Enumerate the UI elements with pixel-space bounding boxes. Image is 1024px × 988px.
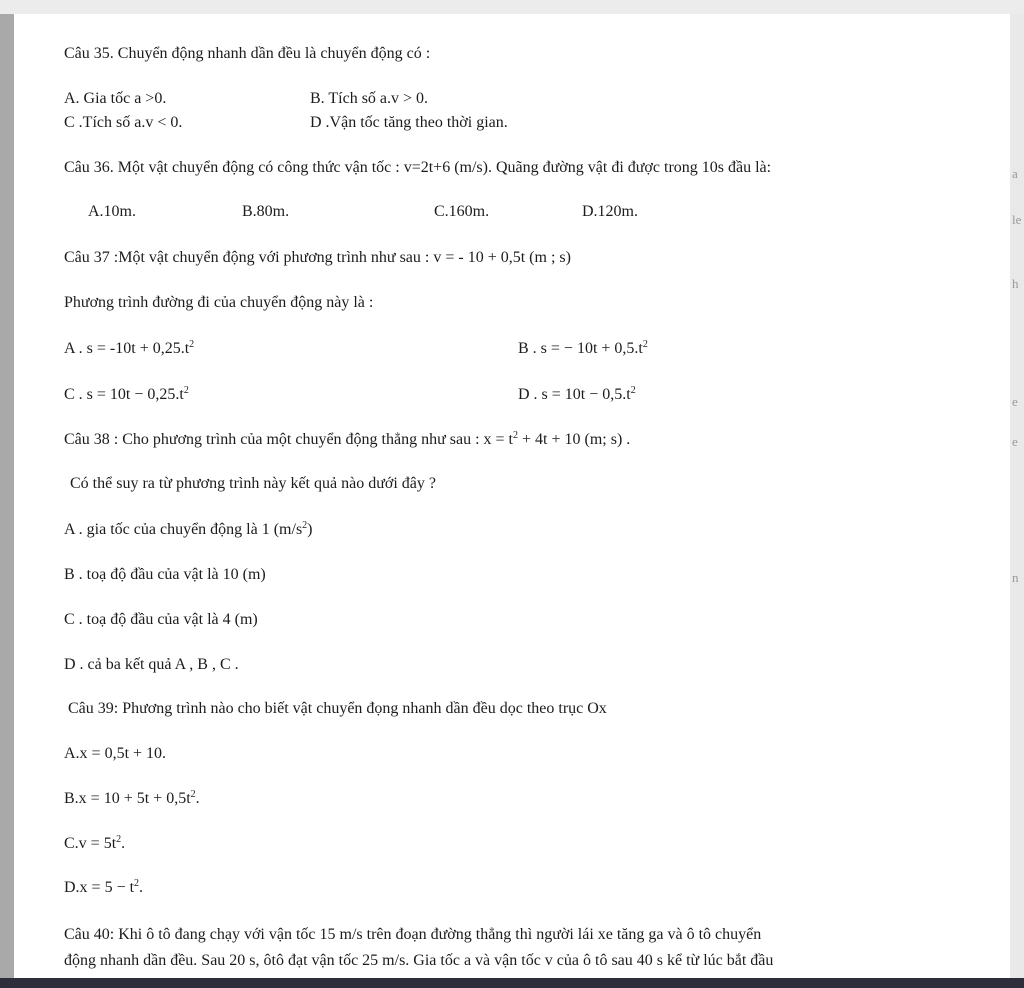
left-gutter	[0, 14, 14, 980]
q38-prompt: Có thể suy ra từ phương trình này kết quả nào dưới đây ?	[70, 475, 436, 492]
q35-option-c: C .Tích số a.v < 0.	[64, 114, 183, 131]
q38-option-b: B . toạ độ đầu của vật là 10 (m)	[64, 566, 266, 583]
q37-option-d: D . $s = 10t - 0,5.t^2$	[518, 385, 636, 403]
q38-question: Câu 38 : Cho phương trình của một chuyển động thẳng như sau : $x = t^2 + 4t + 10$ (m; s) .	[64, 430, 631, 448]
q37-option-b: B . s = − $10t + 0,5.t^2$	[518, 339, 648, 357]
margin-mark: e	[1012, 394, 1018, 409]
q38-option-c: C . toạ độ đầu của vật là 4 (m)	[64, 611, 258, 628]
right-gutter	[1010, 14, 1024, 980]
q36-question: Câu 36. Một vật chuyển động có công thức vận tốc : v=2t+6 (m/s). Quãng đường vật đi được trong 10s đầu là:	[64, 159, 772, 176]
document-page	[14, 14, 1010, 978]
q37-question: Câu 37 :Một vật chuyển động với phương trình như sau : v = - 10 + 0,5t (m ; s)	[64, 249, 571, 266]
viewer-bottom-bar	[0, 978, 1024, 988]
q36-option-b: B.80m.	[242, 203, 290, 220]
margin-mark: a	[1012, 166, 1018, 181]
margin-mark: n	[1012, 570, 1019, 585]
q39-option-c: $C.v = 5t^2$.	[64, 834, 126, 852]
q39-option-d: $D.x = 5 - t^2$.	[64, 878, 144, 896]
q36-option-d: D.120m.	[582, 203, 638, 220]
q40-line-1: Câu 40: Khi ô tô đang chạy với vận tốc 15 m/s trên đoạn đường thẳng thì người lái xe tăng ga và ô tô chuyển	[64, 926, 762, 943]
margin-mark: e	[1012, 434, 1018, 449]
q36-option-a: A.10m.	[88, 203, 136, 220]
q35-option-d: D .Vận tốc tăng theo thời gian.	[310, 114, 508, 131]
q35-option-a: A. Gia tốc a >0.	[64, 90, 167, 107]
q35-option-b: B. Tích số a.v > 0.	[310, 90, 429, 107]
q36-option-c: C.160m.	[434, 203, 490, 220]
q37-option-c: C . $s = 10t - 0,25.t^2$	[64, 385, 189, 403]
q35-question: Câu 35. Chuyển động nhanh dần đều là chuyển động có :	[64, 45, 431, 62]
q39-option-a: A.x = 0,5t + 10.	[64, 745, 167, 762]
q38-option-a: A . gia tốc của chuyển động là 1 $(m/s^2)$	[64, 520, 313, 538]
margin-mark: le	[1012, 212, 1022, 227]
q37-option-a: A . $s = -10t + 0,25.t^2$	[64, 339, 195, 357]
q39-option-b: $B.x = 10 + 5t + 0,5t^2$.	[64, 789, 200, 807]
q40-line-2: động nhanh dần đều. Sau 20 s, ôtô đạt vận tốc 25 m/s. Gia tốc a và vận tốc v của ô tô sau 40 s kể từ lúc bắt đầu	[64, 952, 774, 969]
viewer-top-bar	[0, 0, 1024, 15]
q37-prompt: Phương trình đường đi của chuyển động này là :	[64, 294, 374, 311]
margin-mark: h	[1012, 276, 1019, 291]
q39-question: Câu 39: Phương trình nào cho biết vật chuyển đọng nhanh dần đều dọc theo trục Ox	[68, 700, 607, 717]
q38-option-d: D . cả ba kết quả A , B , C .	[64, 656, 239, 673]
